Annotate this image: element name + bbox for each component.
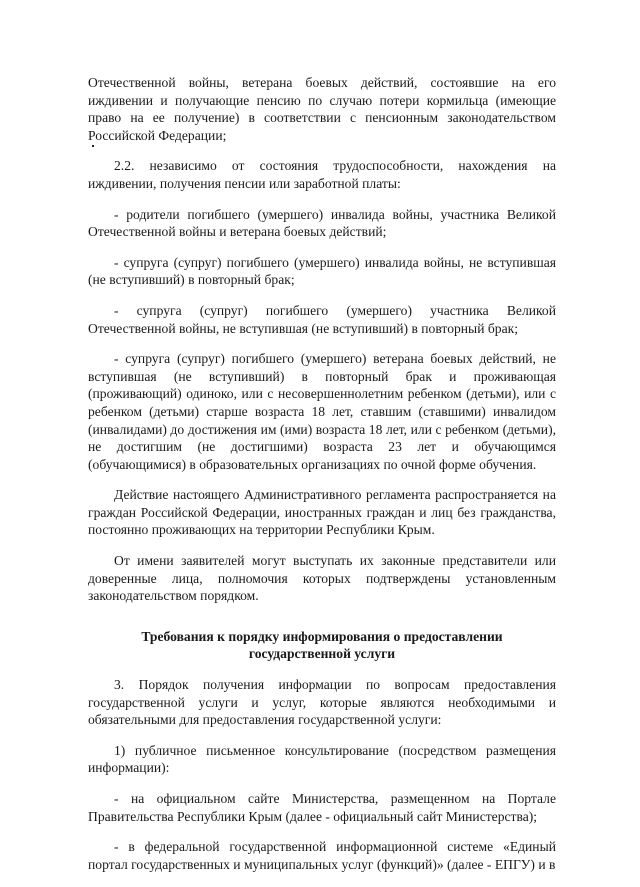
paragraph-3: 3. Порядок получения информации по вопросам предоставления государственной услуги и услуг, которые являются необходимыми и обязательными для предоставления государственной услуги: — [88, 677, 556, 728]
scan-speck — [88, 145, 556, 149]
paragraph-spouse-veteran: - супруга (супруг) погибшего (умершего) ветерана боевых действий, не вступившая (не вступивший) в повторный брак и проживающая (проживающий) одиноко, или с несовершеннолетним ребенком (детьми), или с ребенком (детьми) старше возраста 18 лет, ставшим (ставшими) инвалидом (инвалидами) до достижения им (ими) возраста 18 лет, или с ребенком (детьми), не достигшим (не достигшими) возраста 23 лет и обучающимся (обучающимися) в образовательных организациях по очной форме обучения. — [88, 351, 556, 472]
section-heading — [88, 628, 556, 663]
paragraph-dependents-continuation: Отечественной войны, ветерана боевых действий, состоявшие на его иждивении и получающие пенсию по случаю потери кормильца (имеющие право на ее получение) в соответствии с пенсионным законодательством Российской Федерации; — [88, 75, 556, 143]
section-heading-line-1: Требования к порядку информирования о предоставлении — [141, 628, 503, 644]
document-page — [88, 74, 556, 886]
paragraph-representatives: От имени заявителей могут выступать их законные представители или доверенные лица, полномочия которых подтверждены установленным законодательством порядком. — [88, 553, 556, 604]
paragraph-public-consulting: 1) публичное письменное консультирование (посредством размещения информации): — [88, 742, 556, 776]
paragraph-parents: - родители погибшего (умершего) инвалида войны, участника Великой Отечественной войны и ветерана боевых действий; — [88, 206, 556, 240]
section-heading-line-2: государственной услуги — [248, 646, 396, 662]
paragraph-official-site: - на официальном сайте Министерства, размещенном на Портале Правительства Республики Крым (далее - официальный сайт Министерства); — [88, 791, 556, 824]
paragraph-spouse-participant: - супруга (супруг) погибшего (умершего) участника Великой Отечественной войны, не вступившая (не вступивший) в повторный брак; — [88, 302, 556, 336]
paragraph-scope: Действие настоящего Административного регламента распространяется на граждан Российской Федерации, иностранных граждан и лиц без гражданства, постоянно проживающих на территории Республики Крым. — [88, 487, 556, 538]
paragraph-spouse-invalid: - супруга (супруг) погибшего (умершего) инвалида войны, не вступившая (не вступивший) в повторный брак; — [88, 254, 556, 288]
paragraph-epgu: - в федеральной государственной информационной системе «Единый портал государственных и муниципальных услуг (функций)» (далее - ЕПГУ) и в — [88, 839, 556, 872]
paragraph-2-2: 2.2. независимо от состояния трудоспособности, нахождения на иждивении, получения пенсии или заработной платы: — [88, 158, 556, 191]
